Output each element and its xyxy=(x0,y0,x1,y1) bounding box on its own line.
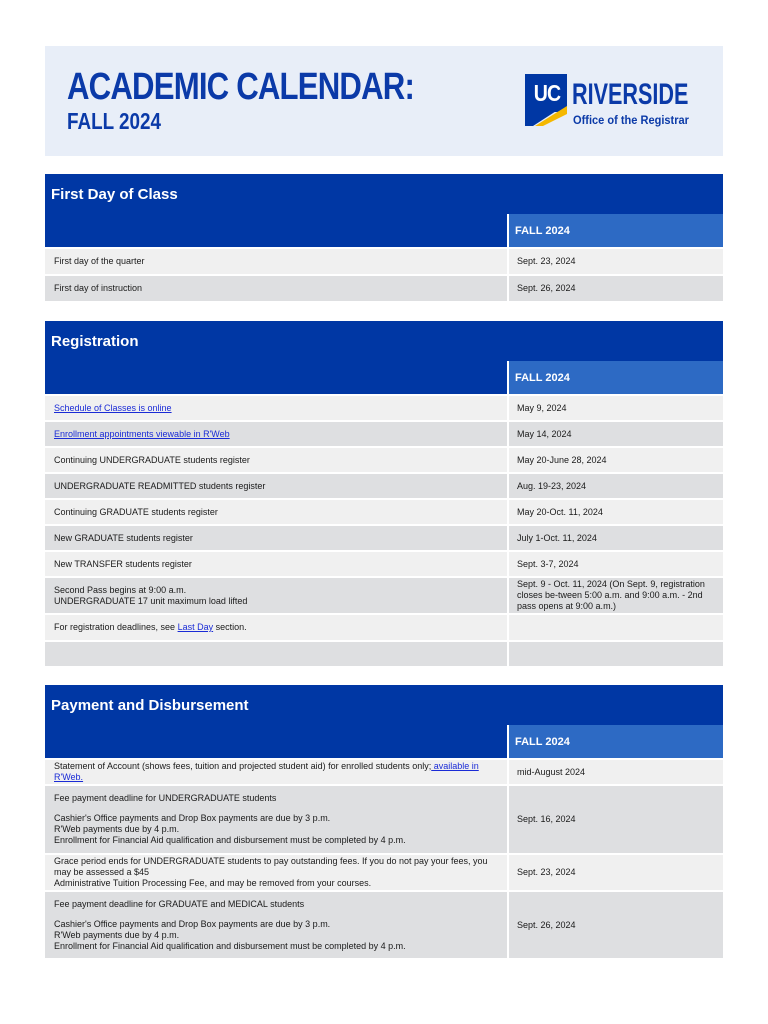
row-label: Continuing UNDERGRADUATE students register xyxy=(54,454,250,465)
row-label: First day of instruction xyxy=(54,283,143,293)
row-value: Sept. 16, 2024 xyxy=(507,786,723,853)
section-title: Registration xyxy=(45,321,723,359)
logo-name: RIVERSIDE xyxy=(572,78,689,111)
table-row xyxy=(45,446,723,472)
table-row xyxy=(45,274,723,301)
row-label xyxy=(45,615,507,640)
row-value: Sept. 23, 2024 xyxy=(507,855,723,890)
row-label-line: Fee payment deadline for UNDERGRADUATE students xyxy=(54,793,277,803)
column-header: FALL 2024 xyxy=(507,214,723,247)
row-value: mid-August 2024 xyxy=(507,760,723,784)
row-label xyxy=(45,422,507,446)
section-column-bar xyxy=(45,723,723,758)
row-label-text: section. xyxy=(213,622,247,632)
row-label-line: Second Pass begins at 9:00 a.m. xyxy=(54,584,187,595)
page-title: ACADEMIC CALENDAR: xyxy=(67,66,415,108)
enrollment-appointments-link[interactable]: Enrollment appointments viewable in R'Web xyxy=(54,428,230,439)
row-label: New TRANSFER students register xyxy=(54,558,192,569)
row-label-text: Statement of Account (shows fees, tuition and projected student aid) for enrolled students only; xyxy=(54,761,432,771)
row-label xyxy=(45,642,507,666)
row-label: UNDERGRADUATE READMITTED students register xyxy=(54,480,266,491)
row-label-line: UNDERGRADUATE 17 unit maximum load lifted xyxy=(54,595,248,606)
row-label-line: Fee payment deadline for GRADUATE and MEDICAL students xyxy=(54,898,305,909)
section-title: Payment and Disbursement xyxy=(45,685,723,723)
section-title: First Day of Class xyxy=(45,174,723,212)
table-row xyxy=(45,576,723,613)
row-label: Continuing GRADUATE students register xyxy=(54,506,218,517)
ucr-logo xyxy=(525,74,695,134)
row-value: Sept. 23, 2024 xyxy=(507,249,723,274)
row-label: New GRADUATE students register xyxy=(54,532,193,543)
row-label xyxy=(45,786,507,853)
table-row xyxy=(45,890,723,958)
row-label-line: R'Web payments due by 4 p.m. xyxy=(54,824,180,834)
section-payment xyxy=(45,685,723,958)
row-label-line: Cashier's Office payments and Drop Box payments are due by 3 p.m. xyxy=(54,813,331,823)
row-label xyxy=(45,855,507,890)
section-first-day xyxy=(45,174,723,301)
row-label-line: Administrative Tuition Processing Fee, and may be removed from your courses. xyxy=(54,878,372,888)
row-value: July 1-Oct. 11, 2024 xyxy=(507,526,723,550)
schedule-of-classes-link[interactable]: Schedule of Classes is online xyxy=(54,402,172,413)
row-label-line: R'Web payments due by 4 p.m. xyxy=(54,929,180,940)
table-row xyxy=(45,498,723,524)
row-label-line: Grace period ends for UNDERGRADUATE students to pay outstanding fees. If you do not pay your fees, you may be assessed a $45 xyxy=(54,856,488,877)
section-column-bar xyxy=(45,212,723,247)
row-label-line: Cashier's Office payments and Drop Box payments are due by 3 p.m. xyxy=(54,918,331,929)
row-label xyxy=(45,892,507,958)
row-value xyxy=(507,615,723,640)
row-label-text: For registration deadlines, see xyxy=(54,622,178,632)
row-label-line: Enrollment for Financial Aid qualification and disbursement must be completed by 4 p.m. xyxy=(54,835,406,845)
row-value: Sept. 3-7, 2024 xyxy=(507,552,723,576)
row-value: Sept. 26, 2024 xyxy=(507,276,723,301)
row-label-line: Enrollment for Financial Aid qualification and disbursement must be completed by 4 p.m. xyxy=(54,940,406,951)
table-row-empty xyxy=(45,640,723,666)
table-row xyxy=(45,758,723,784)
last-day-link[interactable]: Last Day xyxy=(177,622,214,632)
row-label xyxy=(45,396,507,420)
page-subtitle: FALL 2024 xyxy=(67,108,162,134)
rweb-link[interactable]: available in R'Web. xyxy=(54,761,479,782)
row-value: May 20-June 28, 2024 xyxy=(507,448,723,472)
logo-subtitle: Office of the Registrar xyxy=(573,113,689,127)
row-value: Sept. 9 - Oct. 11, 2024 (On Sept. 9, registration closes be-tween 5:00 a.m. and 9:00 a.m. - 2nd pass opens at 9:00 a.m.) xyxy=(507,578,723,613)
row-value: May 14, 2024 xyxy=(507,422,723,446)
table-row xyxy=(45,613,723,640)
table-row xyxy=(45,550,723,576)
logo-uc-text: UC xyxy=(533,80,561,106)
column-header: FALL 2024 xyxy=(507,725,723,758)
row-label xyxy=(45,760,507,784)
table-row xyxy=(45,784,723,853)
row-label: First day of the quarter xyxy=(54,256,145,266)
row-value: Sept. 26, 2024 xyxy=(507,892,723,958)
table-row xyxy=(45,247,723,274)
row-value: May 20-Oct. 11, 2024 xyxy=(507,500,723,524)
row-value xyxy=(507,642,723,666)
row-label xyxy=(45,578,507,613)
table-row xyxy=(45,853,723,890)
row-value: Aug. 19-23, 2024 xyxy=(507,474,723,498)
table-row xyxy=(45,420,723,446)
row-value: May 9, 2024 xyxy=(507,396,723,420)
table-row xyxy=(45,472,723,498)
table-row xyxy=(45,394,723,420)
column-header: FALL 2024 xyxy=(507,361,723,394)
page-header xyxy=(45,46,723,156)
section-column-bar xyxy=(45,359,723,394)
table-row xyxy=(45,524,723,550)
section-registration xyxy=(45,321,723,666)
